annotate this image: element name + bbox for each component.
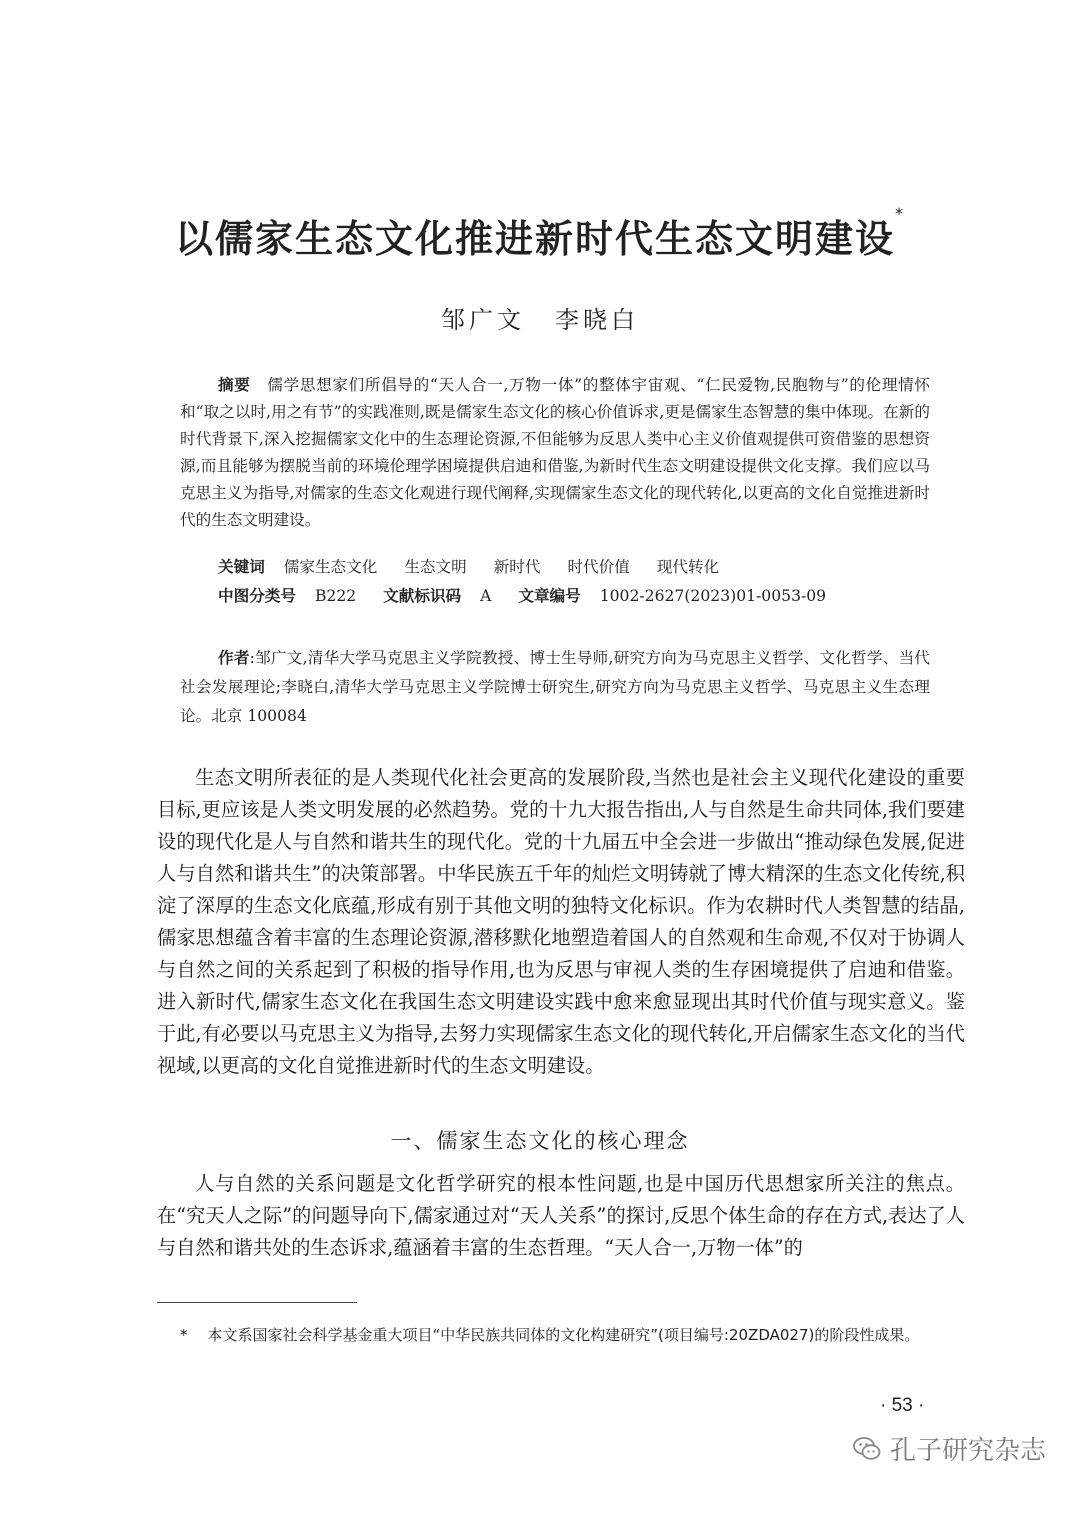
title-footnote-mark: * xyxy=(895,204,905,223)
clc-value: B222 xyxy=(314,587,357,605)
article-authors xyxy=(0,300,1080,335)
doc-code-value: A xyxy=(480,587,492,605)
article-number-value: 1002-2627(2023)01-0053-09 xyxy=(599,587,827,605)
keyword: 生态文明 xyxy=(404,558,467,576)
abstract xyxy=(180,372,930,534)
abstract-label: 摘要 xyxy=(218,376,251,394)
footnote-text: 本文系国家社会科学基金重大项目“中华民族共同体的文化构建研究”(项目编号:20ZDA027)的阶段性成果。 xyxy=(207,1326,920,1344)
abstract-text: 儒学思想家们所倡导的“天人合一,万物一体”的整体宇宙观、“仁民爱物,民胞物与”的伦理情怀和“取之以时,用之有节”的实践准则,既是儒家生态文化的核心价值诉求,更是儒家生态智慧的集中体现。在新的时代背景下,深入挖掘儒家文化中的生态理论资源,不但能够为反思人类中心主义价值观提供可资借鉴的思想资源,而且能够为摆脱当前的环境伦理学困境提供启迪和借鉴,为新时代生态文明建设提供文化支撑。我们应以马克思主义为指导,对儒家的生态文化观进行现代阐释,实现儒家生态文化的现代转化,以更高的文化自觉推进新时代的生态文明建设。 xyxy=(180,376,930,529)
footnote-divider xyxy=(157,1302,357,1303)
section-heading: 一、儒家生态文化的核心理念 xyxy=(390,1129,690,1153)
author-name: 邹广文 xyxy=(441,306,525,334)
article-number-label: 文章编号 xyxy=(518,587,581,605)
author-name: 李晓白 xyxy=(555,306,639,334)
page-number: · 53 · xyxy=(880,1395,925,1416)
clc-label: 中图分类号 xyxy=(218,587,296,605)
wechat-icon xyxy=(852,1434,882,1464)
classification-line xyxy=(218,584,848,606)
watermark-text: 孔子研究杂志 xyxy=(890,1436,1047,1466)
keywords-line xyxy=(218,555,741,577)
footnote-mark: * xyxy=(180,1326,188,1344)
keyword: 时代价值 xyxy=(567,558,630,576)
author-info xyxy=(180,644,930,731)
article-title: 以儒家生态文化推进新时代生态文明建设* xyxy=(174,204,905,261)
author-info-text: :邹广文,清华大学马克思主义学院教授、博士生导师,研究方向为马克思主义哲学、文化哲学、当代社会发展理论;李晓白,清华大学马克思主义学院博士研究生,研究方向为马克思主义哲学、马克思主义生态理论。北京 100084 xyxy=(180,649,930,725)
doc-code-label: 文献标识码 xyxy=(383,587,462,605)
watermark xyxy=(852,1430,1046,1467)
intro-paragraph xyxy=(157,762,965,1082)
keyword: 儒家生态文化 xyxy=(283,558,378,576)
keywords-label: 关键词 xyxy=(218,558,265,576)
section-paragraph xyxy=(157,1168,965,1264)
keyword: 现代转化 xyxy=(656,558,720,576)
keyword: 新时代 xyxy=(493,558,541,576)
body-paragraph: 人与自然的关系问题是文化哲学研究的根本性问题,也是中国历代思想家所关注的焦点。在“究天人之际”的问题导向下,儒家通过对“天人关系”的探讨,反思个体生命的存在方式,表达了人与自然和谐共处的生态诉求,蕴涵着丰富的生态哲理。“天人合一,万物一体”的 xyxy=(157,1172,965,1259)
footnote xyxy=(180,1322,960,1348)
body-paragraph: 生态文明所表征的是人类现代化社会更高的发展阶段,当然也是社会主义现代化建设的重要目标,更应该是人类文明发展的必然趋势。党的十九大报告指出,人与自然是生命共同体,我们要建设的现代化是人与自然和谐共生的现代化。党的十九届五中全会进一步做出“推动绿色发展,促进人与自然和谐共生”的决策部署。中华民族五千年的灿烂文明铸就了博大精深的生态文化传统,积淀了深厚的生态文化底蕴,形成有别于其他文明的独特文化标识。作为农耕时代人类智慧的结晶,儒家思想蕴含着丰富的生态理论资源,潜移默化地塑造着国人的自然观和生命观,不仅对于协调人与自然之间的关系起到了积极的指导作用,也为反思与审视人类的生存困境提供了启迪和借鉴。进入新时代,儒家生态文化在我国生态文明建设实践中愈来愈显现出其时代价值与现实意义。鉴于此,有必要以马克思主义为指导,去努力实现儒家生态文化的现代转化,开启儒家生态文化的当代视域,以更高的文化自觉推进新时代的生态文明建设。 xyxy=(157,766,965,1077)
author-info-label: 作者 xyxy=(218,649,250,667)
